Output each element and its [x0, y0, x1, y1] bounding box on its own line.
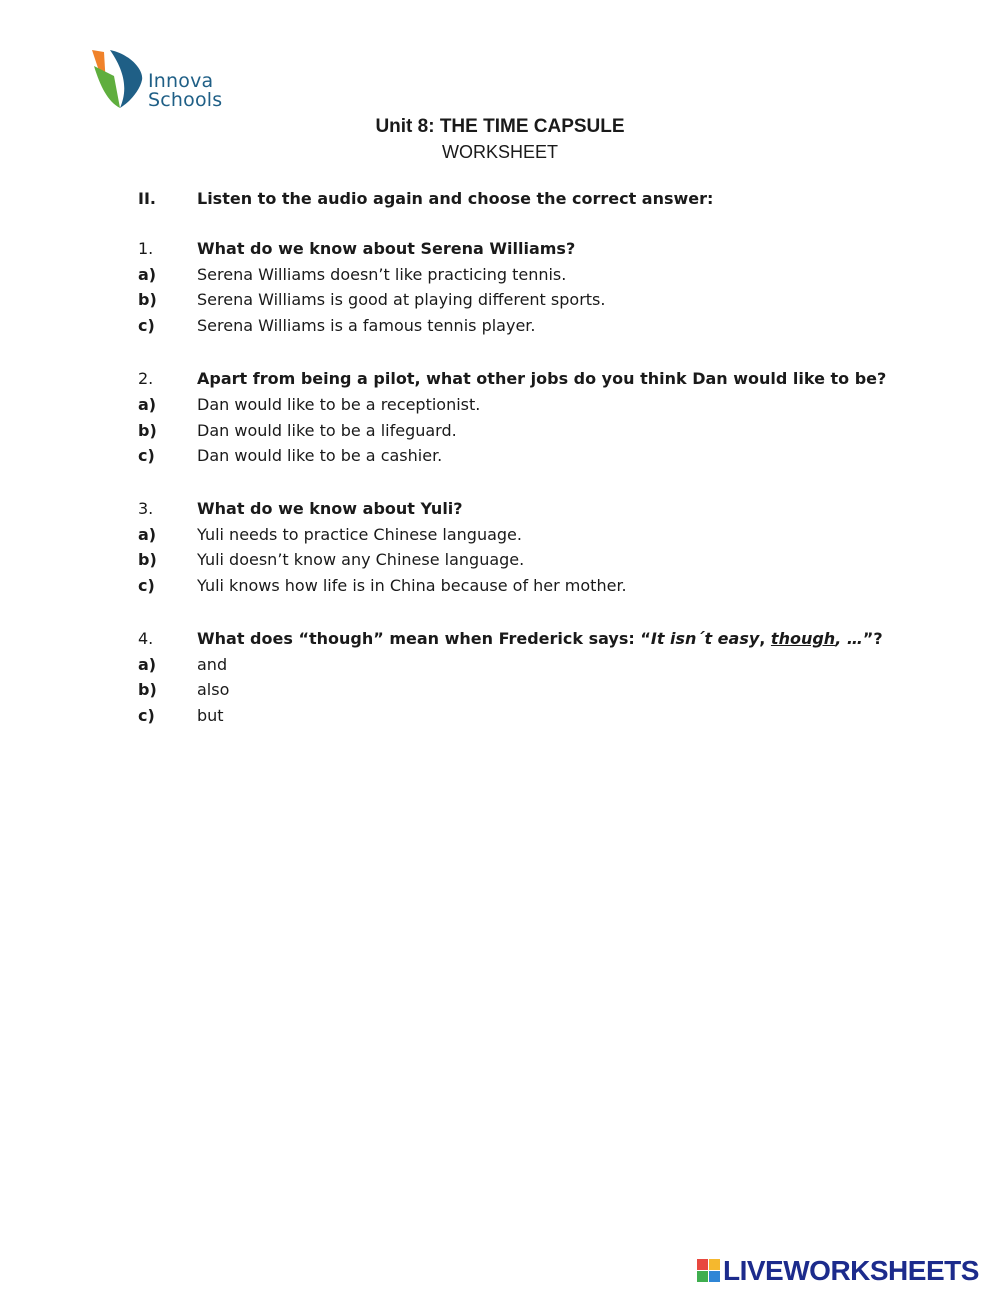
question-text-part1: What does “though” mean when Frederick says: “: [197, 629, 651, 648]
option-label: b): [138, 290, 157, 309]
question-text: Apart from being a pilot, what other jobs do you think Dan would like to be?: [197, 369, 887, 388]
answer-option[interactable]: [0, 314, 1000, 338]
option-label: b): [138, 421, 157, 440]
section-number: II.: [138, 189, 156, 208]
question-number: 1.: [138, 239, 154, 258]
option-text: but: [197, 706, 224, 725]
option-text: Dan would like to be a lifeguard.: [197, 421, 457, 440]
answer-option[interactable]: [0, 523, 1000, 547]
answer-option[interactable]: [0, 574, 1000, 598]
option-label: a): [138, 525, 157, 544]
section-heading: [0, 187, 1000, 211]
option-text: Yuli needs to practice Chinese language.: [197, 525, 522, 544]
question-number: 4.: [138, 629, 154, 648]
block-i: [709, 1259, 720, 1270]
option-label: c): [138, 316, 155, 335]
answer-option[interactable]: [0, 704, 1000, 728]
logo-text: [148, 72, 222, 110]
option-text: Yuli doesn’t know any Chinese language.: [197, 550, 525, 569]
quote-underlined-word: though: [770, 629, 836, 648]
option-text: Serena Williams is a famous tennis player.: [197, 316, 536, 335]
liveworksheets-footer[interactable]: [697, 1256, 997, 1286]
liveworksheets-brand: LIVEWORKSHEETS: [723, 1255, 979, 1286]
option-label: a): [138, 655, 157, 674]
answer-option[interactable]: [0, 548, 1000, 572]
answer-option[interactable]: [0, 444, 1000, 468]
liveworksheets-logo-icon: [697, 1259, 721, 1283]
option-label: c): [138, 446, 155, 465]
school-logo: [90, 46, 240, 116]
question-text-end: ”?: [862, 629, 883, 648]
option-label: c): [138, 576, 155, 595]
quote-italic-end: , …: [835, 629, 863, 648]
question-4: [0, 627, 1000, 651]
block-e: [709, 1271, 720, 1282]
answer-option[interactable]: [0, 263, 1000, 287]
question-text: What do we know about Yuli?: [197, 499, 463, 518]
question-2: [0, 367, 1000, 391]
answer-option[interactable]: [0, 678, 1000, 702]
question-number: 2.: [138, 369, 154, 388]
option-text: Yuli knows how life is in China because of her mother.: [197, 576, 627, 595]
section-instruction: Listen to the audio again and choose the correct answer:: [197, 189, 714, 208]
logo-emblem-icon: [90, 46, 146, 112]
question-number: 3.: [138, 499, 154, 518]
option-text: Serena Williams is good at playing different sports.: [197, 290, 606, 309]
option-text: Dan would like to be a receptionist.: [197, 395, 481, 414]
option-label: c): [138, 706, 155, 725]
answer-option[interactable]: [0, 419, 1000, 443]
logo-line-2: Schools: [148, 89, 223, 111]
page-title: Unit 8: THE TIME CAPSULE: [375, 116, 625, 137]
block-l: [697, 1259, 708, 1270]
option-label: a): [138, 265, 157, 284]
answer-option[interactable]: [0, 393, 1000, 417]
question-3: [0, 497, 1000, 521]
block-v: [697, 1271, 708, 1282]
question-text: What do we know about Serena Williams?: [197, 239, 576, 258]
quote-italic: It isn´t easy: [650, 629, 760, 648]
question-1: [0, 237, 1000, 261]
answer-option[interactable]: [0, 288, 1000, 312]
option-text: and: [197, 655, 228, 674]
question-text: [197, 627, 883, 651]
option-label: b): [138, 680, 157, 699]
page-subtitle: WORKSHEET: [441, 142, 558, 162]
option-text: also: [197, 680, 230, 699]
option-text: Serena Williams doesn’t like practicing tennis.: [197, 265, 567, 284]
option-label: b): [138, 550, 157, 569]
option-label: a): [138, 395, 157, 414]
logo-line-1: Innova: [148, 70, 214, 92]
option-text: Dan would like to be a cashier.: [197, 446, 443, 465]
quote-comma: ,: [759, 629, 771, 648]
answer-option[interactable]: [0, 653, 1000, 677]
